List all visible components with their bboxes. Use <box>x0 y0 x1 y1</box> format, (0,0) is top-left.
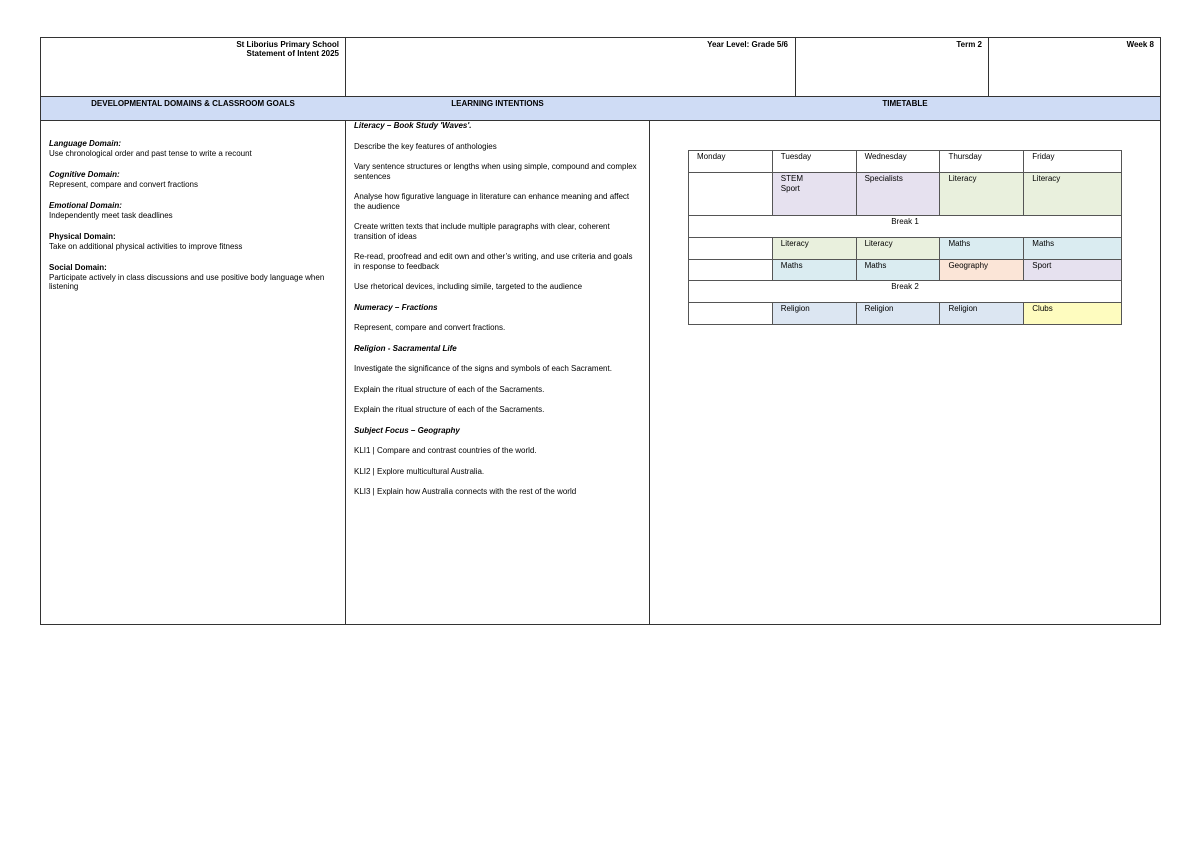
learning-intention: Investigate the significance of the signs and symbols of each Sacrament. <box>354 364 612 373</box>
literacy-heading: Literacy – Book Study 'Waves'. <box>354 121 472 130</box>
domain-title: Social Domain: <box>49 263 107 272</box>
learning-intention: Re-read, proofread and edit own and other’s writing, and use criteria and goals in response to feedback <box>354 252 633 271</box>
domain-goal: Independently meet task deadlines <box>49 210 173 220</box>
domains-list <box>49 139 339 304</box>
timetable-cell <box>689 173 773 216</box>
learning-intentions-list <box>354 121 639 508</box>
section-domains-title: DEVELOPMENTAL DOMAINS & CLASSROOM GOALS <box>91 99 295 108</box>
learning-intention: Analyse how figurative language in literature can enhance meaning and affect the audience <box>354 192 630 211</box>
learning-intention: Use rhetorical devices, including simile, targeted to the audience <box>354 282 583 291</box>
timetable-cell: Maths <box>772 260 856 281</box>
timetable-break-2 <box>689 281 1122 303</box>
week-label: Week 8 <box>1126 40 1154 49</box>
timetable-cell: Religion <box>856 303 940 325</box>
learning-intention: Explain the ritual structure of each of the Sacraments. <box>354 384 545 394</box>
timetable-session-1 <box>689 173 1122 216</box>
timetable-cell: Literacy <box>856 238 940 260</box>
language-domain <box>49 139 339 158</box>
learning-intention: KLI2 | Explore multicultural Australia. <box>354 466 485 476</box>
divider-term <box>795 37 796 97</box>
day-header: Wednesday <box>856 151 940 173</box>
learning-intention: Vary sentence structures or lengths when using simple, compound and complex sentences <box>354 162 637 181</box>
timetable-cell: Maths <box>940 238 1024 260</box>
day-header: Thursday <box>940 151 1024 173</box>
break-label: Break 2 <box>689 281 1122 303</box>
learning-intention: Create written texts that include multiple paragraphs with clear, coherent transition of ideas <box>354 222 610 241</box>
timetable-cell: STEM Sport <box>772 173 856 216</box>
domain-title: Language Domain: <box>49 139 122 148</box>
divider-col1 <box>345 37 346 625</box>
break-label: Break 1 <box>689 216 1122 238</box>
timetable-cell <box>689 303 773 325</box>
social-domain <box>49 263 339 292</box>
day-header: Tuesday <box>772 151 856 173</box>
day-header: Friday <box>1024 151 1122 173</box>
term-label: Term 2 <box>956 40 982 49</box>
timetable-cell: Literacy <box>940 173 1024 216</box>
timetable-cell: Maths <box>856 260 940 281</box>
timetable-session-2 <box>689 238 1122 260</box>
learning-intention: Explain the ritual structure of each of the Sacraments. <box>354 405 545 414</box>
timetable-days-row <box>689 151 1122 173</box>
timetable-cell: Literacy <box>1024 173 1122 216</box>
timetable-grid <box>688 150 1122 325</box>
religion-heading: Religion - Sacramental Life <box>354 343 457 353</box>
day-header: Monday <box>689 151 773 173</box>
timetable-cell: Geography <box>940 260 1024 281</box>
divider-week <box>988 37 989 97</box>
timetable-cell <box>689 238 773 260</box>
domain-goal: Participate actively in class discussions and use positive body language when listening <box>49 272 325 291</box>
physical-domain <box>49 232 339 251</box>
timetable-break-1 <box>689 216 1122 238</box>
timetable-cell: Clubs <box>1024 303 1122 325</box>
learning-intention: Describe the key features of anthologies <box>354 141 497 151</box>
domain-title: Physical Domain: <box>49 232 116 241</box>
timetable-cell: Maths <box>1024 238 1122 260</box>
numeracy-heading: Numeracy – Fractions <box>354 302 438 312</box>
section-learning-title: LEARNING INTENTIONS <box>451 99 544 108</box>
domain-title: Cognitive Domain: <box>49 170 120 179</box>
learning-intention: KLI1 | Compare and contrast countries of the world. <box>354 446 537 455</box>
domain-goal: Represent, compare and convert fractions <box>49 179 198 189</box>
timetable-session-4 <box>689 303 1122 325</box>
statement-title: Statement of Intent 2025 <box>246 49 339 58</box>
timetable-session-3 <box>689 260 1122 281</box>
school-name: St Liborius Primary School <box>236 40 339 49</box>
domain-goal: Use chronological order and past tense to write a recount <box>49 148 252 158</box>
divider-col2 <box>649 97 650 625</box>
geography-heading: Subject Focus – Geography <box>354 425 460 435</box>
timetable-cell: Religion <box>772 303 856 325</box>
domain-goal: Take on additional physical activities to improve fitness <box>49 241 243 251</box>
emotional-domain <box>49 201 339 220</box>
section-timetable-title: TIMETABLE <box>882 99 928 108</box>
year-level: Year Level: Grade 5/6 <box>707 40 788 49</box>
timetable-cell: Religion <box>940 303 1024 325</box>
timetable-cell: Specialists <box>856 173 940 216</box>
learning-intention: KLI3 | Explain how Australia connects with the rest of the world <box>354 487 577 496</box>
timetable-cell: Literacy <box>772 238 856 260</box>
timetable-cell <box>689 260 773 281</box>
learning-intention: Represent, compare and convert fractions. <box>354 323 506 332</box>
timetable-cell: Sport <box>1024 260 1122 281</box>
cognitive-domain <box>49 170 339 189</box>
domain-title: Emotional Domain: <box>49 201 122 210</box>
